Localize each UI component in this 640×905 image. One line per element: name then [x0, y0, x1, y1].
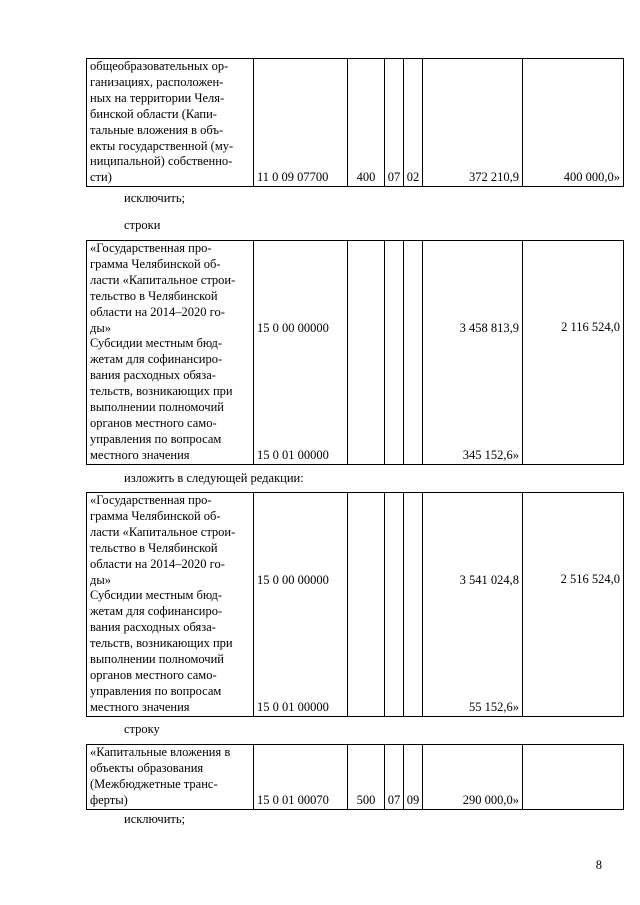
- vr-cell: 400: [348, 59, 385, 187]
- section-cell: [385, 241, 404, 465]
- name-line: тальные вложения в объ-: [90, 122, 224, 137]
- sum-2017-cell: [423, 493, 523, 717]
- sum-2018-cell: [523, 493, 624, 717]
- row-name-cell: [87, 745, 254, 810]
- name-line: жетам для софинансиро-: [90, 604, 223, 619]
- code-cell: 11 0 09 07700: [254, 59, 348, 187]
- sum-value: 55 152,6»: [469, 699, 519, 714]
- subsection-cell: [404, 241, 423, 465]
- sum-2017-cell: [423, 241, 523, 465]
- sum-2018-cell: [523, 745, 624, 810]
- instruction-exclude: исключить;: [124, 191, 186, 205]
- budget-table-2: [86, 240, 624, 465]
- name-line: «Капитальные вложения в: [90, 745, 231, 759]
- sum-value: 2 116 524,0: [561, 320, 620, 334]
- budget-table-4: [86, 744, 624, 810]
- row-name-cell: [87, 59, 254, 187]
- code-cell: [254, 241, 348, 465]
- code-value: 15 0 00 00000: [257, 320, 329, 335]
- name-line: «Государственная про-: [90, 241, 212, 255]
- name-line: тельств, возникающих при: [90, 384, 233, 399]
- vr-cell: [348, 241, 385, 465]
- name-line: органов местного само-: [90, 667, 217, 682]
- name-line: ды»: [90, 320, 112, 335]
- budget-table-1: [86, 58, 624, 187]
- instruction-redaction: изложить в следующей редакции:: [124, 471, 304, 485]
- name-line: ды»: [90, 572, 112, 587]
- code-cell: [254, 493, 348, 717]
- section-cell: 07: [385, 59, 404, 187]
- name-line: области на 2014–2020 го-: [90, 556, 225, 571]
- instruction-exclude: исключить;: [124, 812, 186, 826]
- sum-value: 3 541 024,8: [459, 572, 519, 587]
- name-line: ласти «Капитальное строи-: [90, 272, 236, 287]
- table-row: [87, 745, 624, 810]
- page-number: 8: [595, 858, 602, 872]
- sum-value: 3 458 813,9: [459, 320, 519, 335]
- sum-value: 345 152,6»: [462, 447, 519, 462]
- code-value: 15 0 01 00000: [257, 447, 329, 462]
- budget-table-3: [86, 492, 624, 717]
- vr-cell: [348, 493, 385, 717]
- code-cell: 15 0 01 00070: [254, 745, 348, 810]
- name-line: ниципальной) собственно-: [90, 154, 233, 169]
- name-line: «Государственная про-: [90, 493, 212, 507]
- vr-cell: 500: [348, 745, 385, 810]
- name-line: управления по вопросам: [90, 431, 222, 446]
- code-value: 15 0 01 00000: [257, 699, 329, 714]
- name-line: органов местного само-: [90, 415, 217, 430]
- name-line: местного значения: [90, 699, 190, 714]
- name-line: екты государственной (му-: [90, 138, 234, 153]
- sum-value: 2 516 524,0: [560, 572, 620, 586]
- name-line: тельство в Челябинской: [90, 288, 218, 303]
- name-line: Субсидии местным бюд-: [90, 588, 223, 603]
- row-name-cell: [87, 493, 254, 717]
- name-line: общеобразовательных ор-: [90, 59, 229, 73]
- name-line: вания расходных обяза-: [90, 620, 216, 635]
- table-row: [87, 241, 624, 465]
- subsection-cell: [404, 493, 423, 717]
- name-line: жетам для софинансиро-: [90, 352, 223, 367]
- name-line: тельств, возникающих при: [90, 636, 233, 651]
- name-line: сти): [90, 170, 112, 185]
- name-line: бинской области (Капи-: [90, 106, 217, 121]
- sum-2018-cell: 400 000,0»: [523, 59, 624, 187]
- name-line: ферты): [90, 792, 128, 807]
- name-line: выполнении полномочий: [90, 652, 224, 667]
- name-line: области на 2014–2020 го-: [90, 304, 225, 319]
- name-line: (Межбюджетные транс-: [90, 776, 218, 791]
- section-cell: 07: [385, 745, 404, 810]
- name-line: грамма Челябинской об-: [90, 508, 221, 523]
- sum-2017-cell: 290 000,0»: [423, 745, 523, 810]
- section-cell: [385, 493, 404, 717]
- name-line: выполнении полномочий: [90, 400, 224, 415]
- name-line: ных на территории Челя-: [90, 90, 225, 105]
- table-row: [87, 493, 624, 717]
- instruction-line: строку: [124, 722, 160, 736]
- name-line: грамма Челябинской об-: [90, 256, 221, 271]
- code-value: 15 0 00 00000: [257, 572, 329, 587]
- instruction-lines: строки: [124, 218, 161, 232]
- name-line: местного значения: [90, 447, 190, 462]
- sum-2017-cell: 372 210,9: [423, 59, 523, 187]
- name-line: тельство в Челябинской: [90, 540, 218, 555]
- name-line: вания расходных обяза-: [90, 368, 216, 383]
- name-line: объекты образования: [90, 760, 204, 775]
- name-line: Субсидии местным бюд-: [90, 336, 223, 351]
- row-name-cell: [87, 241, 254, 465]
- subsection-cell: 09: [404, 745, 423, 810]
- table-row: [87, 59, 624, 187]
- name-line: ганизациях, расположен-: [90, 74, 224, 89]
- sum-2018-cell: [523, 241, 624, 465]
- subsection-cell: 02: [404, 59, 423, 187]
- name-line: ласти «Капитальное строи-: [90, 524, 236, 539]
- name-line: управления по вопросам: [90, 683, 222, 698]
